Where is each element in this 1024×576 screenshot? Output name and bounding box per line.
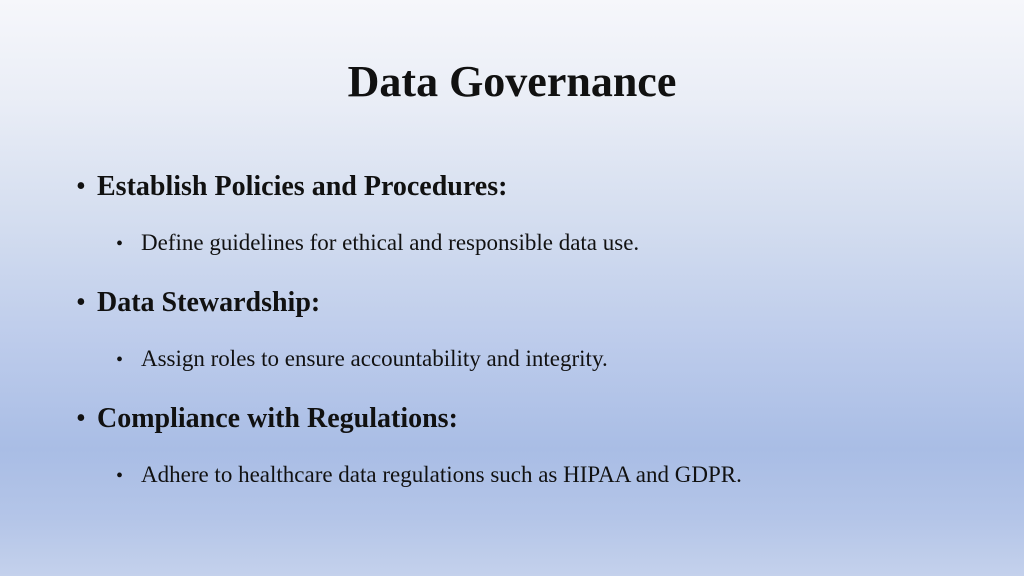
bullet-detail: Assign roles to ensure accountability and integrity.: [141, 346, 608, 371]
sub-bullet-item: [116, 461, 742, 490]
bullet-icon: •: [116, 349, 124, 371]
bullet-heading: Compliance with Regulations:: [97, 403, 458, 434]
slide-title: Data Governance: [347, 57, 677, 106]
sub-bullet-item: [116, 345, 608, 374]
bullet-icon: •: [76, 171, 86, 202]
sub-bullet-item: [116, 229, 639, 258]
bullet-icon: •: [116, 233, 124, 255]
bullet-icon: •: [116, 465, 124, 487]
bullet-detail: Define guidelines for ethical and responsible data use.: [141, 230, 640, 255]
bullet-item: [76, 402, 458, 436]
bullet-heading: Data Stewardship:: [97, 287, 321, 318]
bullet-detail: Adhere to healthcare data regulations such as HIPAA and GDPR.: [141, 462, 742, 487]
bullet-item: [76, 170, 507, 204]
bullet-heading: Establish Policies and Procedures:: [97, 171, 508, 202]
bullet-icon: •: [76, 287, 86, 318]
bullet-item: [76, 286, 320, 320]
bullet-icon: •: [76, 403, 86, 434]
